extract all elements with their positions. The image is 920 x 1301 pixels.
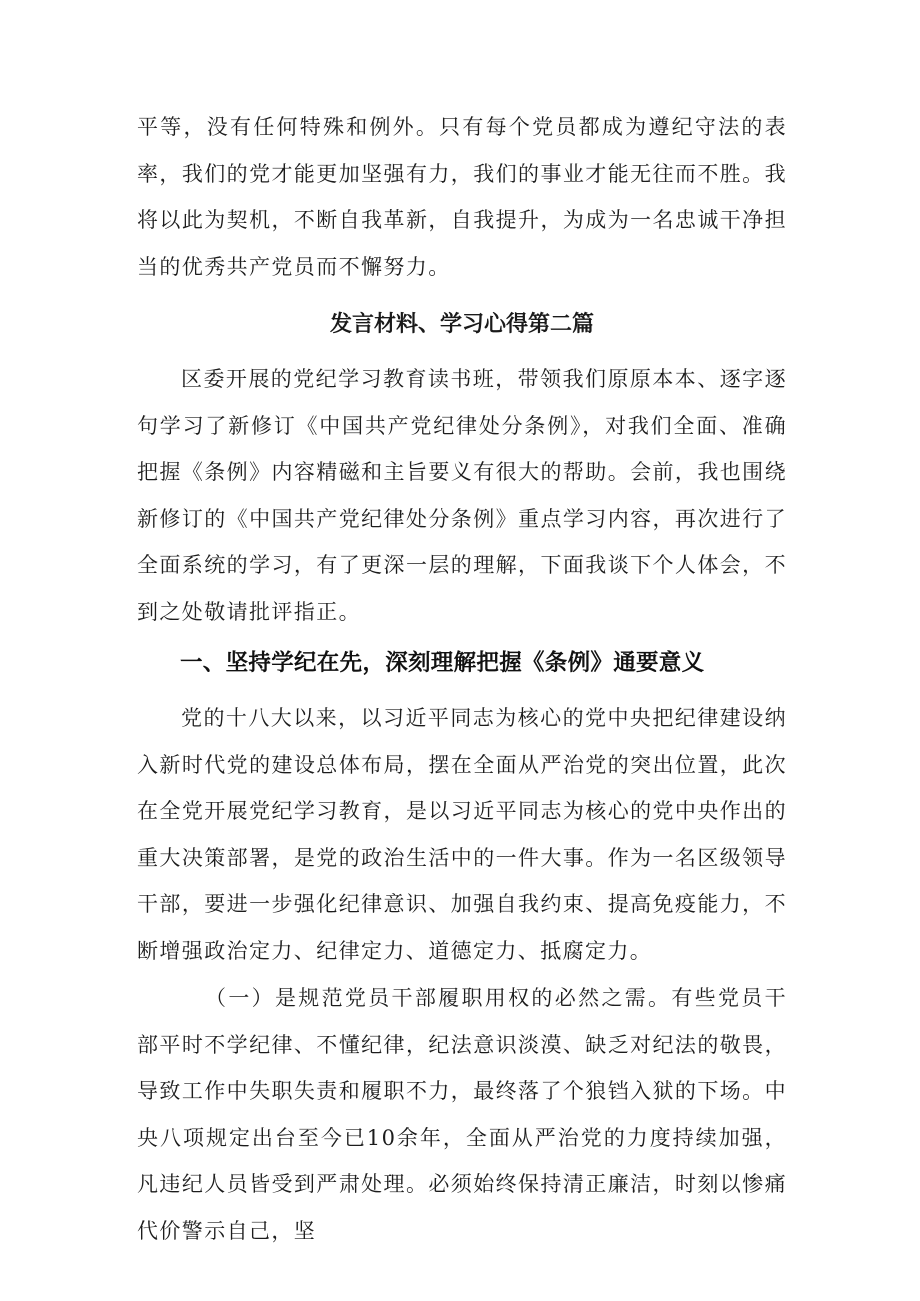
body-paragraph-2: 党的十八大以来，以习近平同志为核心的党中央把纪律建设纳入新时代党的建设总体布局，摆在全面从严治党的突出位置，此次在全党开展党纪学习教育，是以习近平同志为核心的党中央作出的重大决策部署，是党的政治生活中的一件大事。作为一名区级领导干部，要进一步强化纪律意识、加强自我约束、提高免疫能力，不断增强政治定力、纪律定力、道德定力、抵腐定力。: [137, 706, 787, 963]
intro-paragraph: 区委开展的党纪学习教育读书班，带领我们原原本本、逐字逐句学习了新修订《中国共产党纪律处分条例》，对我们全面、准确把握《条例》内容精磁和主旨要义有很大的帮助。会前，我也围绕新修订的《中国共产党纪律处分条例》重点学习内容，再次进行了全面系统的学习，有了更深一层的理解，下面我谈下个人体会，不到之处敬请批评指正。: [137, 367, 787, 624]
continued-paragraph: 平等，没有任何特殊和例外。只有每个党员都成为遵纪守法的表率，我们的党才能更加坚强有力，我们的事业才能无往而不胜。我将以此为契机，不断自我革新，自我提升，为成为一名忠诚干净担当的优秀共产党员而不懈努力。: [137, 115, 787, 279]
body-paragraph-3: （一）是规范党员干部履职用权的必然之需。有些党员干部平时不学纪律、不懂纪律，纪法意识淡漠、缺乏对纪法的敬畏，导致工作中失职失责和履职不力，最终落了个狼铛入狱的下场。中央八项规定出台至今已10余年，全面从严治党的力度持续加强，凡违纪人员皆受到严肃处理。必须始终保持清正廉洁，时刻以惨痛代价警示自己，坚: [137, 986, 787, 1243]
section-title: 发言材料、学习心得第二篇: [329, 312, 594, 337]
section-heading-1: 一、坚持学纪在先，深刻理解把握《条例》通要意义: [180, 650, 705, 676]
